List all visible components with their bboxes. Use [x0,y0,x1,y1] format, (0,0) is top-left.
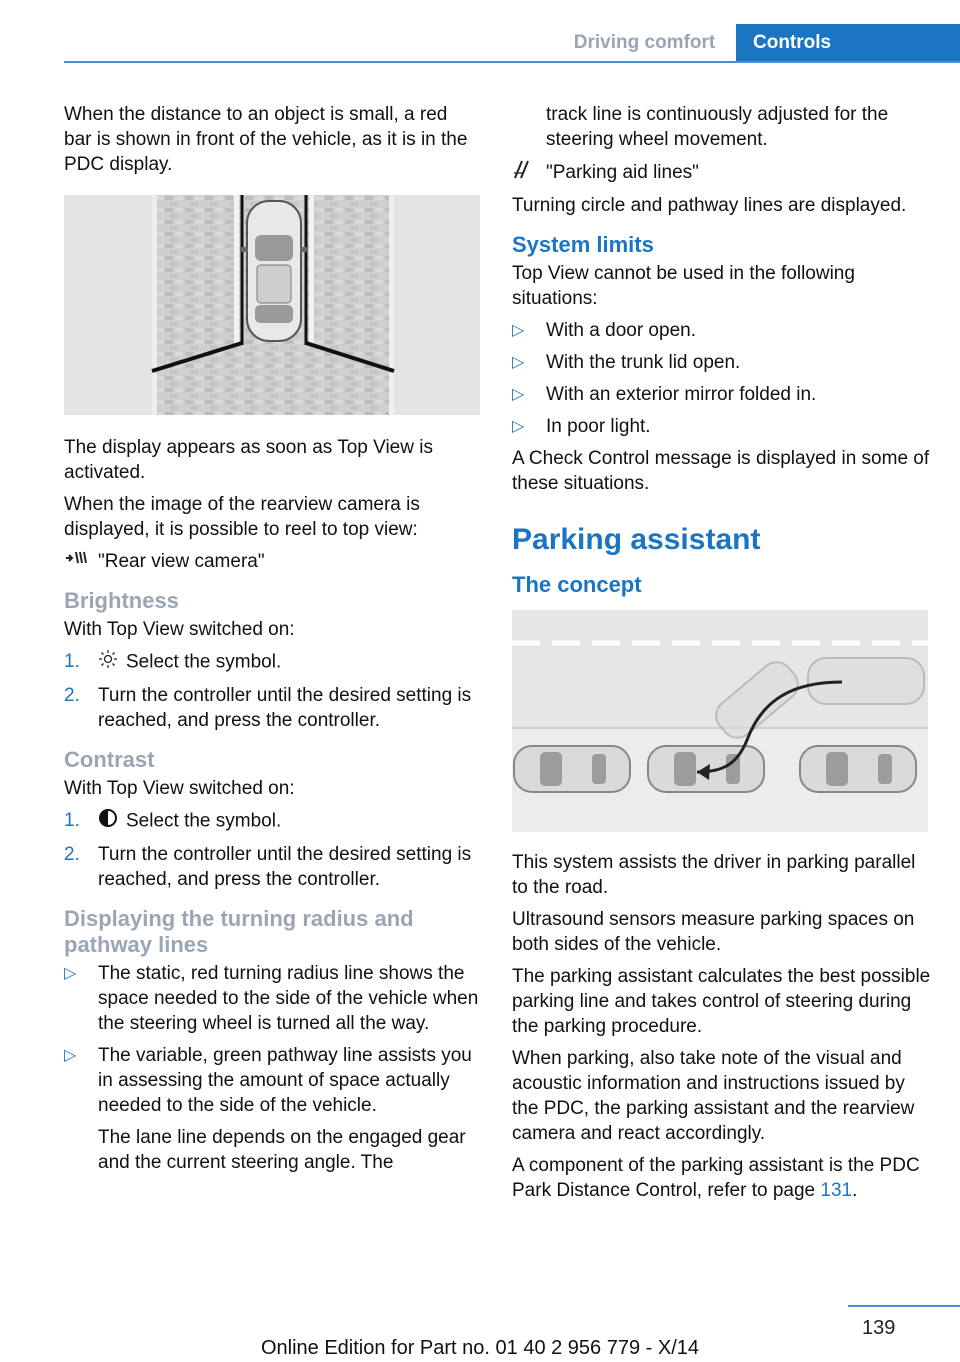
paragraph: When the distance to an object is small, a red bar is shown in front of the vehicle, as it is in the PDC display. [64,104,468,175]
triangle-bullet-icon: ▷ [512,418,525,435]
brightness-intro: With Top View switched on: [64,619,295,640]
step-number: 2. [64,844,80,865]
lane-line-text: The lane line depends on the engaged gear and the current steering angle. The [98,1127,466,1173]
paragraph: This system assists the driver in parking parallel to the road. [512,852,916,898]
concept-heading: The concept [512,572,642,597]
list-item [512,382,932,407]
list-item [512,414,932,439]
parking-aid-label: "Parking aid lines" [546,162,699,183]
triangle-bullet-icon: ▷ [512,354,525,371]
page-number: 139 [862,1317,896,1339]
parking-aid-lines-icon [512,159,538,186]
left-column [64,102,480,1182]
header-section: Driving comfort [555,24,734,61]
paragraph: Ultrasound sensors measure parking spaces on both sides of the vehicle. [512,909,915,955]
list-text: The static, red turning radius line shows the space needed to the side of the vehicle when the steering wheel is turned all the way. [98,963,479,1034]
parking-assistant-heading: Parking assistant [512,523,761,556]
step-text: Select the symbol. [126,651,282,673]
brightness-icon [98,649,118,676]
triangle-bullet-icon: ▷ [64,965,77,982]
brightness-heading: Brightness [64,588,179,613]
paragraph: The parking assistant calculates the best possible parking line and takes control of steering during the parking procedure. [512,966,931,1037]
step-number: 1. [64,651,80,672]
continued-text: track line is continuously adjusted for the steering wheel movement. [546,104,889,150]
limits-outro: A Check Control message is displayed in some of these situations. [512,448,930,494]
header-chapter: Controls [736,24,960,61]
page-number-rule [848,1305,960,1307]
paragraph [512,1153,932,1203]
contrast-intro: With Top View switched on: [64,778,295,799]
turning-heading: Displaying the turning radius and pathway lines [64,906,414,957]
paragraph: When parking, also take note of the visual and acoustic information and instructions issued by the PDC, the parking assistant and the rearview camera and react accordingly. [512,1048,915,1144]
step-text: Select the symbol. [126,810,282,832]
right-column [512,102,932,1210]
paragraph-end: . [852,1180,858,1201]
step-text: Turn the controller until the desired setting is reached, and press the controller. [98,844,472,890]
system-limits-heading: System limits [512,232,654,257]
rear-camera-label: "Rear view camera" [98,551,265,572]
step-text: Turn the controller until the desired setting is reached, and press the controller. [98,685,472,731]
list-text: The variable, green pathway line assists you in assessing the amount of space actually needed to the side of the vehicle. [98,1045,472,1116]
limits-list [512,318,932,439]
brightness-steps [64,649,480,733]
header-rule [64,61,960,63]
top-view-figure [64,195,480,415]
top-view-illustration [64,195,480,415]
system-limits-intro: Top View cannot be used in the following situations: [512,263,855,309]
list-item [64,842,480,892]
list-text: With the trunk lid open. [546,352,741,373]
rear-camera-icon [64,549,90,574]
list-item [64,649,480,676]
page-reference-link[interactable]: 131 [820,1180,853,1201]
triangle-bullet-icon: ▷ [512,386,525,403]
list-text: With an exterior mirror folded in. [546,384,817,405]
list-item [64,1043,480,1118]
paragraph: The display appears as soon as Top View is activated. [64,437,433,483]
step-number: 1. [64,810,80,831]
list-text: With a door open. [546,320,696,341]
rear-camera-option [64,549,480,574]
contrast-steps [64,808,480,892]
list-item [64,808,480,835]
triangle-bullet-icon: ▷ [64,1047,77,1064]
parking-aid-desc: Turning circle and pathway lines are displayed. [512,195,907,216]
contrast-icon [98,808,118,835]
footer-edition: Online Edition for Part no. 01 40 2 956 779 - X/14 [260,1337,700,1359]
list-item [512,350,932,375]
parking-aid-option [512,159,932,186]
parking-illustration [512,610,928,832]
turning-list [64,961,480,1118]
triangle-bullet-icon: ▷ [512,322,525,339]
paragraph: When the image of the rearview camera is displayed, it is possible to reel to top view: [64,494,420,540]
list-item [64,683,480,733]
list-item [512,318,932,343]
list-text: In poor light. [546,416,651,437]
step-number: 2. [64,685,80,706]
parking-figure [512,610,928,832]
contrast-heading: Contrast [64,747,155,772]
paragraph-text: A component of the parking assistant is the PDC Park Distance Control, refer to page [512,1155,920,1201]
list-item [64,961,480,1036]
